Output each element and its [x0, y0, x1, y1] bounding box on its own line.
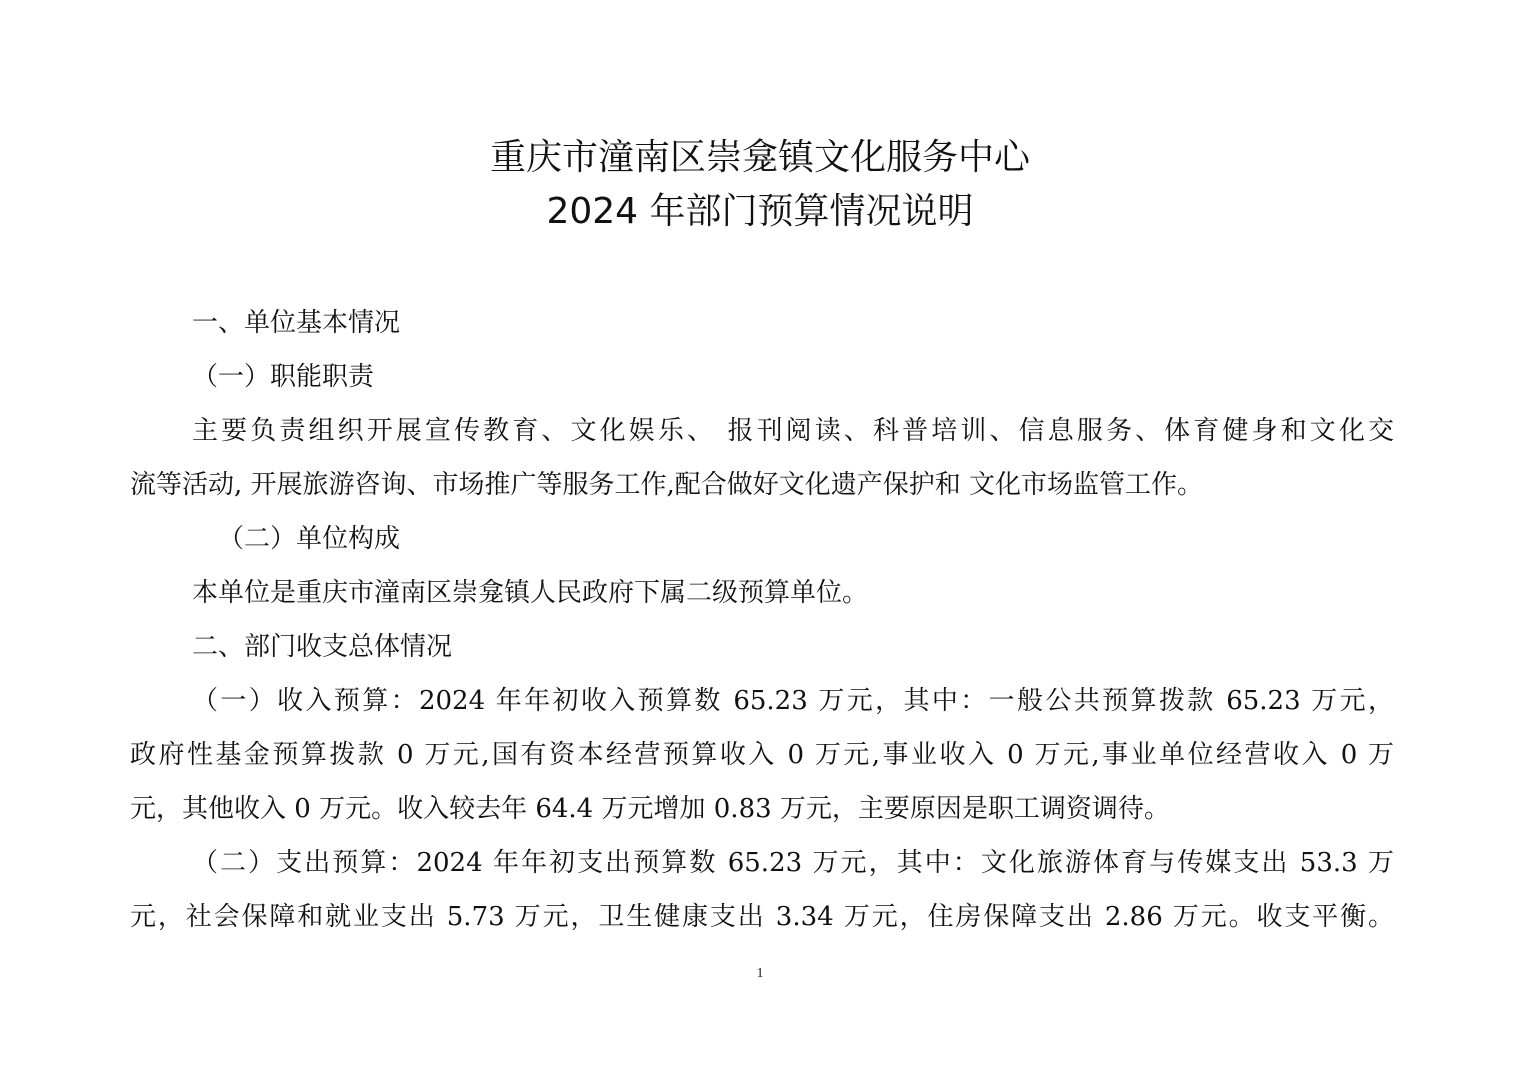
composition-paragraph: 本单位是重庆市潼南区崇龛镇人民政府下属二级预算单位。 [192, 578, 869, 608]
duties-paragraph-line1: 主要负责组织开展宣传教育、文化娱乐、 报刊阅读、科普培训、信息服务、体育健身和文化交 [192, 416, 1394, 446]
duties-paragraph-line2: 流等活动, 开展旅游咨询、市场推广等服务工作,配合做好文化遗产保护和 文化市场监管工作。 [130, 470, 1204, 500]
expense-paragraph-line1: （二）支出预算：2024 年年初支出预算数 65.23 万元，其中：文化旅游体育与传媒支出 53.3 万 [192, 848, 1394, 878]
income-paragraph-line1: （一）收入预算：2024 年年初收入预算数 65.23 万元，其中：一般公共预算拨款 65.23 万元， [192, 686, 1394, 716]
section2-heading: 二、部门收支总体情况 [192, 632, 453, 662]
income-paragraph-line3: 元，其他收入 0 万元。收入较去年 64.4 万元增加 0.83 万元，主要原因是职工调资调待。 [130, 794, 1170, 824]
section1-sub2-heading: （二）单位构成 [218, 524, 401, 554]
section1-heading: 一、单位基本情况 [192, 308, 401, 338]
income-paragraph-line2: 政府性基金预算拨款 0 万元,国有资本经营预算收入 0 万元,事业收入 0 万元,事业单位经营收入 0 万 [130, 740, 1394, 770]
page-number: 1 [756, 966, 764, 981]
expense-paragraph-line2: 元，社会保障和就业支出 5.73 万元，卫生健康支出 3.34 万元，住房保障支出 2.86 万元。收支平衡。 [130, 902, 1394, 932]
document-title-line2: 2024 年部门预算情况说明 [546, 191, 974, 232]
section1-sub1-heading: （一）职能职责 [192, 362, 375, 392]
document-title-line1: 重庆市潼南区崇龛镇文化服务中心 [489, 137, 1030, 178]
